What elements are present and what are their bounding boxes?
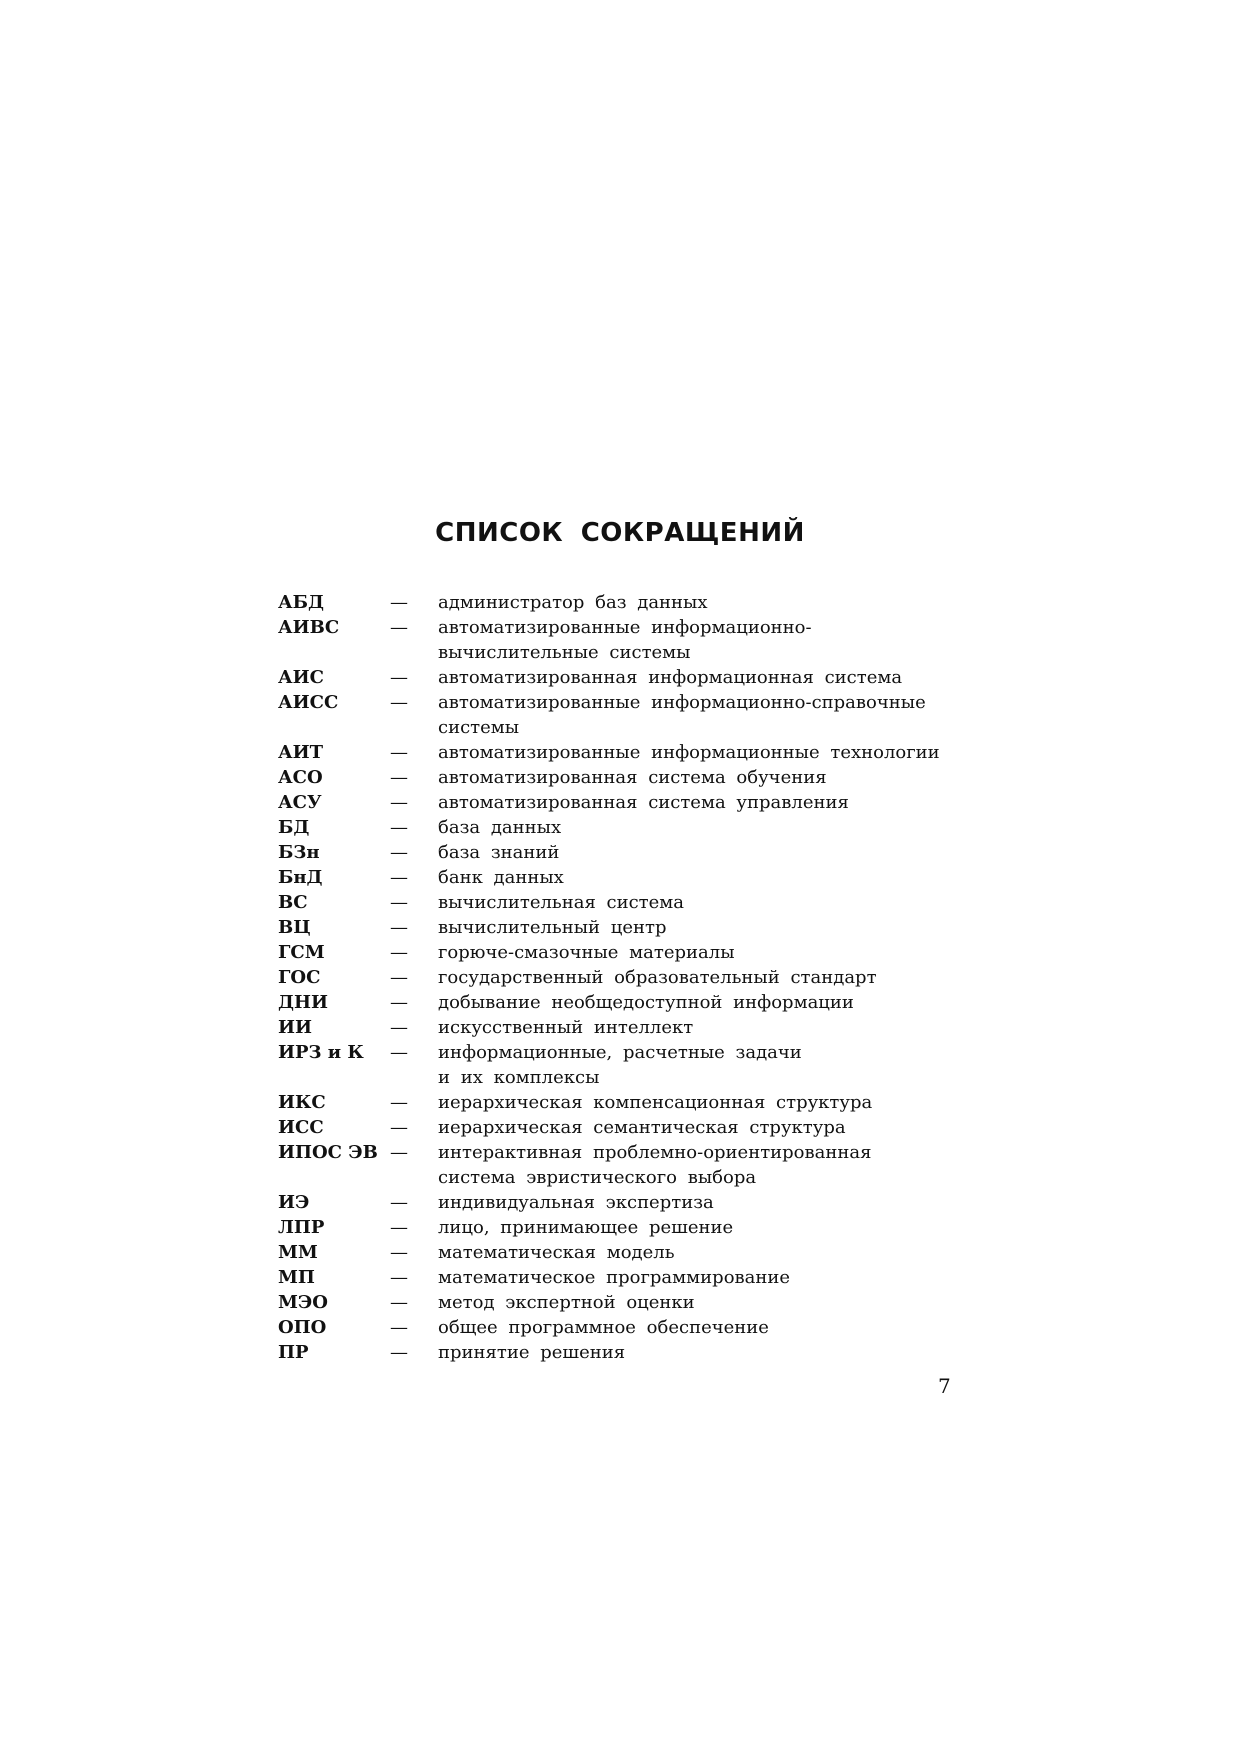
abbreviation-entry xyxy=(278,815,958,840)
abbreviation-definition xyxy=(438,915,958,940)
abbreviation-definition xyxy=(438,665,958,690)
definition-line: математическое программирование xyxy=(438,1267,791,1288)
abbreviation-dash: — xyxy=(390,1342,408,1363)
abbreviation-definition xyxy=(438,815,958,840)
abbreviation-entry xyxy=(278,1190,958,1215)
abbreviation-term: ИСС xyxy=(278,1117,324,1138)
abbreviation-dash: — xyxy=(390,1042,408,1063)
abbreviation-dash: — xyxy=(390,967,408,988)
abbreviation-definition xyxy=(438,790,958,815)
page-title: СПИСОК СОКРАЩЕНИЙ xyxy=(435,518,805,548)
abbreviation-dash: — xyxy=(390,1092,408,1113)
abbreviation-term: ИПОС ЭВ xyxy=(278,1142,378,1163)
abbreviation-dash: — xyxy=(390,1017,408,1038)
definition-line: автоматизированная информационная система xyxy=(438,667,903,688)
abbreviation-term: АИС xyxy=(278,667,324,688)
abbreviation-entry xyxy=(278,1140,958,1190)
abbreviation-definition xyxy=(438,1040,958,1090)
abbreviation-entry xyxy=(278,940,958,965)
abbreviation-term: АИВС xyxy=(278,617,340,638)
abbreviation-dash: — xyxy=(390,992,408,1013)
abbreviation-dash: — xyxy=(390,617,408,638)
definition-line: система эвристического выбора xyxy=(438,1167,757,1188)
abbreviation-entry xyxy=(278,1340,958,1365)
abbreviation-definition xyxy=(438,1015,958,1040)
abbreviation-definition xyxy=(438,1215,958,1240)
abbreviation-term: ГОС xyxy=(278,967,321,988)
abbreviation-definition xyxy=(438,1265,958,1290)
abbreviation-term: ВЦ xyxy=(278,917,311,938)
definition-line: автоматизированная система обучения xyxy=(438,767,827,788)
abbreviation-entry xyxy=(278,1090,958,1115)
abbreviation-dash: — xyxy=(390,1242,408,1263)
definition-line: лицо, принимающее решение xyxy=(438,1217,734,1238)
abbreviation-dash: — xyxy=(390,892,408,913)
abbreviation-definition xyxy=(438,865,958,890)
definition-line: общее программное обеспечение xyxy=(438,1317,769,1338)
definition-line: системы xyxy=(438,717,520,738)
abbreviation-definition xyxy=(438,765,958,790)
abbreviation-term: ГСМ xyxy=(278,942,325,963)
definition-line: автоматизированные информационно-справочные xyxy=(438,692,926,713)
abbreviation-entry xyxy=(278,740,958,765)
abbreviation-dash: — xyxy=(390,592,408,613)
definition-line: иерархическая компенсационная структура xyxy=(438,1092,873,1113)
abbreviation-term: АБД xyxy=(278,592,325,613)
abbreviation-entry xyxy=(278,1290,958,1315)
abbreviation-dash: — xyxy=(390,842,408,863)
abbreviation-dash: — xyxy=(390,1117,408,1138)
abbreviation-term: АИСС xyxy=(278,692,339,713)
definition-line: база знаний xyxy=(438,842,560,863)
abbreviation-term: ОПО xyxy=(278,1317,327,1338)
abbreviation-term: ИИ xyxy=(278,1017,313,1038)
definition-line: автоматизированные информационно- xyxy=(438,617,812,638)
abbreviation-definition xyxy=(438,1240,958,1265)
abbreviation-entry xyxy=(278,1115,958,1140)
abbreviation-list xyxy=(278,590,958,1365)
abbreviation-dash: — xyxy=(390,1267,408,1288)
abbreviation-definition xyxy=(438,615,958,665)
abbreviation-entry xyxy=(278,1240,958,1265)
definition-line: государственный образовательный стандарт xyxy=(438,967,877,988)
abbreviation-entry xyxy=(278,615,958,665)
abbreviation-term: АИТ xyxy=(278,742,324,763)
definition-line: вычислительные системы xyxy=(438,642,691,663)
abbreviation-entry xyxy=(278,590,958,615)
definition-line: администратор баз данных xyxy=(438,592,708,613)
abbreviation-entry xyxy=(278,1040,958,1090)
abbreviation-dash: — xyxy=(390,792,408,813)
abbreviation-term: ИКС xyxy=(278,1092,326,1113)
abbreviation-entry xyxy=(278,790,958,815)
page-number: 7 xyxy=(938,1374,951,1398)
definition-line: и их комплексы xyxy=(438,1067,600,1088)
abbreviation-definition xyxy=(438,1290,958,1315)
abbreviation-definition xyxy=(438,940,958,965)
abbreviation-definition xyxy=(438,1140,958,1190)
definition-line: автоматизированная система управления xyxy=(438,792,849,813)
abbreviation-term: МЭО xyxy=(278,1292,328,1313)
abbreviation-definition xyxy=(438,840,958,865)
abbreviation-definition xyxy=(438,890,958,915)
definition-line: вычислительный центр xyxy=(438,917,667,938)
abbreviation-dash: — xyxy=(390,742,408,763)
abbreviation-term: БЗн xyxy=(278,842,320,863)
abbreviation-entry xyxy=(278,1265,958,1290)
abbreviation-definition xyxy=(438,1090,958,1115)
abbreviation-term: БД xyxy=(278,817,310,838)
abbreviation-dash: — xyxy=(390,1192,408,1213)
abbreviation-dash: — xyxy=(390,767,408,788)
abbreviation-entry xyxy=(278,965,958,990)
abbreviation-term: БнД xyxy=(278,867,323,888)
abbreviation-dash: — xyxy=(390,1217,408,1238)
abbreviation-term: АСО xyxy=(278,767,323,788)
abbreviation-term: ММ xyxy=(278,1242,318,1263)
abbreviation-term: АСУ xyxy=(278,792,322,813)
definition-line: банк данных xyxy=(438,867,564,888)
definition-line: принятие решения xyxy=(438,1342,626,1363)
abbreviation-definition xyxy=(438,1190,958,1215)
abbreviation-dash: — xyxy=(390,917,408,938)
abbreviation-term: ВС xyxy=(278,892,308,913)
abbreviation-definition xyxy=(438,1315,958,1340)
abbreviation-definition xyxy=(438,965,958,990)
abbreviation-entry xyxy=(278,765,958,790)
abbreviation-dash: — xyxy=(390,667,408,688)
abbreviation-term: ИЭ xyxy=(278,1192,310,1213)
abbreviation-entry xyxy=(278,990,958,1015)
abbreviation-entry xyxy=(278,1315,958,1340)
abbreviation-definition xyxy=(438,740,958,765)
definition-line: база данных xyxy=(438,817,562,838)
abbreviation-entry xyxy=(278,1215,958,1240)
abbreviation-term: МП xyxy=(278,1267,315,1288)
abbreviation-term: ДНИ xyxy=(278,992,329,1013)
abbreviation-entry xyxy=(278,690,958,740)
abbreviation-definition xyxy=(438,1115,958,1140)
abbreviation-dash: — xyxy=(390,1317,408,1338)
abbreviation-term: ПР xyxy=(278,1342,309,1363)
definition-line: горюче-смазочные материалы xyxy=(438,942,735,963)
definition-line: информационные, расчетные задачи xyxy=(438,1042,802,1063)
abbreviation-term: ИРЗ и К xyxy=(278,1042,364,1063)
abbreviation-dash: — xyxy=(390,1142,408,1163)
definition-line: иерархическая семантическая структура xyxy=(438,1117,846,1138)
abbreviation-entry xyxy=(278,840,958,865)
abbreviation-term: ЛПР xyxy=(278,1217,325,1238)
definition-line: математическая модель xyxy=(438,1242,675,1263)
abbreviation-entry xyxy=(278,665,958,690)
definition-line: интерактивная проблемно-ориентированная xyxy=(438,1142,872,1163)
abbreviation-definition xyxy=(438,1340,958,1365)
definition-line: индивидуальная экспертиза xyxy=(438,1192,714,1213)
abbreviation-entry xyxy=(278,865,958,890)
abbreviation-dash: — xyxy=(390,692,408,713)
definition-line: вычислительная система xyxy=(438,892,685,913)
abbreviation-entry xyxy=(278,915,958,940)
definition-line: добывание необщедоступной информации xyxy=(438,992,854,1013)
abbreviation-definition xyxy=(438,690,958,740)
definition-line: автоматизированные информационные технологии xyxy=(438,742,940,763)
abbreviation-entry xyxy=(278,890,958,915)
abbreviation-dash: — xyxy=(390,942,408,963)
abbreviation-dash: — xyxy=(390,817,408,838)
abbreviation-definition xyxy=(438,590,958,615)
abbreviation-definition xyxy=(438,990,958,1015)
abbreviation-entry xyxy=(278,1015,958,1040)
abbreviation-dash: — xyxy=(390,867,408,888)
definition-line: метод экспертной оценки xyxy=(438,1292,695,1313)
definition-line: искусственный интеллект xyxy=(438,1017,694,1038)
abbreviation-dash: — xyxy=(390,1292,408,1313)
